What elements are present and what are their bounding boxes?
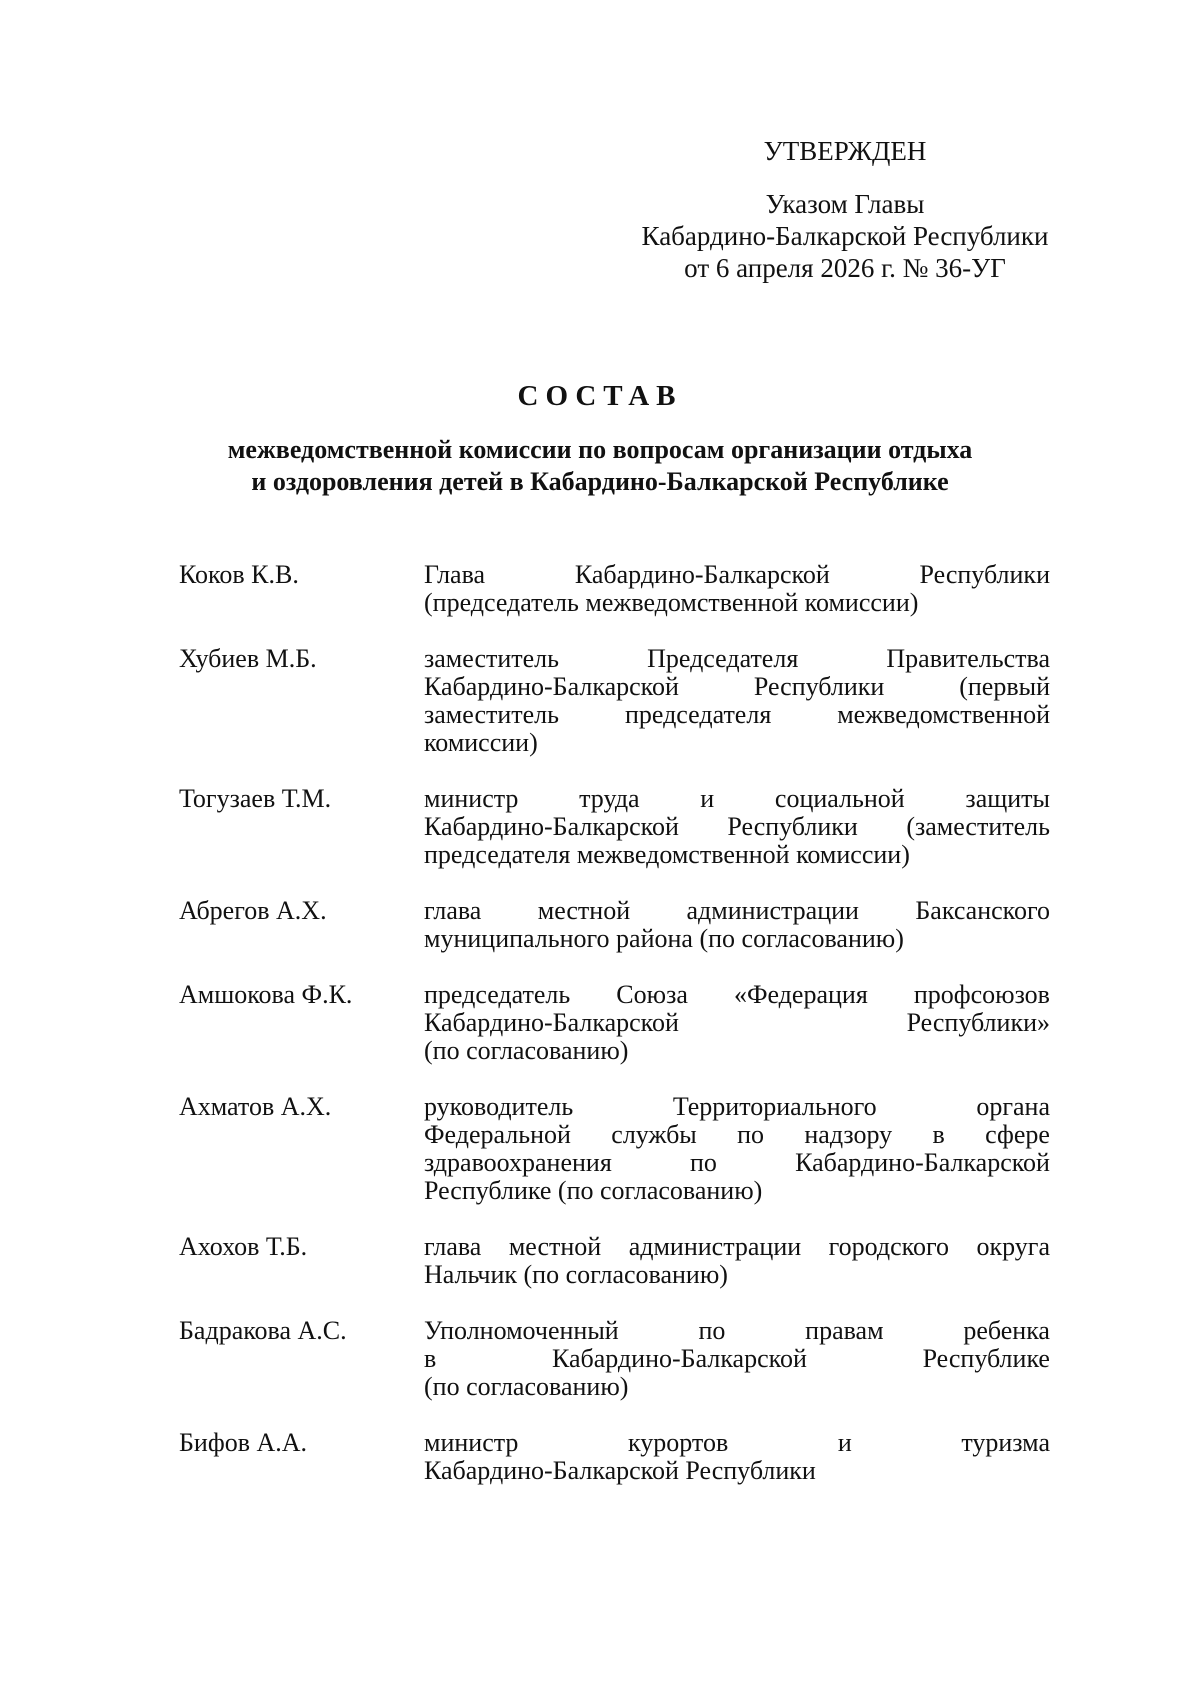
members-list [179, 561, 1051, 1513]
role-line: заместитель Председателя Правительства [424, 644, 1050, 673]
member-name: Тогузаев Т.М. [179, 784, 332, 813]
role-line: министр труда и социальной защиты [424, 784, 1050, 813]
member-name: Бадракова А.С. [179, 1316, 347, 1345]
role-line: руководитель Территориального органа [424, 1092, 1050, 1121]
role-line: комиссии) [424, 728, 538, 757]
member-role [424, 1233, 1050, 1289]
member-name: Ахохов Т.Б. [179, 1232, 308, 1261]
role-line: Нальчик (по согласованию) [424, 1260, 728, 1289]
document-title: СОСТАВ [517, 380, 683, 412]
member-role [424, 897, 1050, 953]
member-row [179, 981, 1051, 1065]
role-line: здравоохранения по Кабардино-Балкарской [424, 1148, 1050, 1177]
member-role [424, 1317, 1050, 1401]
member-row [179, 1233, 1051, 1289]
role-line: Кабардино-Балкарской Республики (заместитель [424, 812, 1050, 841]
role-line: (по согласованию) [424, 1372, 629, 1401]
member-role [424, 645, 1050, 757]
role-line: Кабардино-Балкарской Республики [424, 1456, 816, 1485]
member-row [179, 561, 1051, 617]
role-line: председатель Союза «Федерация профсоюзов [424, 980, 1050, 1009]
member-name: Амшокова Ф.К. [179, 980, 353, 1009]
member-name: Абрегов А.Х. [179, 896, 327, 925]
document-subtitle [0, 434, 1200, 498]
subtitle-line: и оздоровления детей в Кабардино-Балкарской Республике [251, 467, 949, 496]
member-row [179, 1317, 1051, 1401]
role-line: председателя межведомственной комиссии) [424, 840, 910, 869]
decree-line: от 6 апреля 2026 г. № 36-УГ [684, 253, 1006, 283]
member-row [179, 645, 1051, 757]
member-name: Ахматов А.Х. [179, 1092, 332, 1121]
member-name: Бифов А.А. [179, 1428, 308, 1457]
decree-reference [600, 188, 1090, 284]
role-line: Уполномоченный по правам ребенка [424, 1316, 1050, 1345]
role-line: муниципального района (по согласованию) [424, 924, 904, 953]
member-role [424, 785, 1050, 869]
member-row [179, 1429, 1051, 1485]
role-line: (по согласованию) [424, 1036, 629, 1065]
decree-line: Указом Главы [765, 189, 925, 219]
role-line: Кабардино-Балкарской Республики» [424, 1008, 1050, 1037]
member-role [424, 561, 1050, 617]
member-name: Хубиев М.Б. [179, 644, 317, 673]
role-line: Республике (по согласованию) [424, 1176, 763, 1205]
member-name: Коков К.В. [179, 560, 299, 589]
role-line: министр курортов и туризма [424, 1428, 1050, 1457]
role-line: Федеральной службы по надзору в сфере [424, 1120, 1050, 1149]
role-line: глава местной администрации городского округа [424, 1232, 1050, 1261]
role-line: Глава Кабардино-Балкарской Республики [424, 560, 1050, 589]
member-row [179, 785, 1051, 869]
member-row [179, 897, 1051, 953]
member-role [424, 1093, 1050, 1205]
approved-heading: УТВЕРЖДЕН [763, 136, 927, 166]
member-role [424, 981, 1050, 1065]
role-line: в Кабардино-Балкарской Республике [424, 1344, 1050, 1373]
role-line: глава местной администрации Баксанского [424, 896, 1050, 925]
member-row [179, 1093, 1051, 1205]
role-line: Кабардино-Балкарской Республики (первый [424, 672, 1050, 701]
decree-line: Кабардино-Балкарской Республики [641, 221, 1049, 251]
subtitle-line: межведомственной комиссии по вопросам организации отдыха [227, 435, 973, 464]
member-role [424, 1429, 1050, 1485]
role-line: заместитель председателя межведомственной [424, 700, 1050, 729]
role-line: (председатель межведомственной комиссии) [424, 588, 919, 617]
